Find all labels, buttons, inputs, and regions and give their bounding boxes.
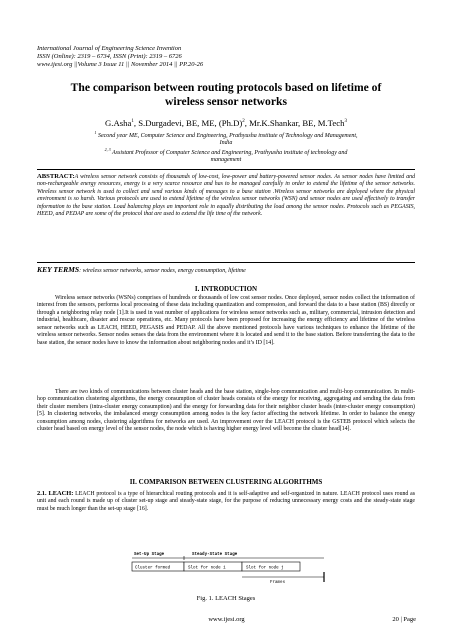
journal-name: International Journal of Engineering Science Invention (37, 45, 182, 52)
abstract-top-rule (37, 169, 415, 170)
leach-paragraph (37, 490, 415, 513)
journal-header (37, 45, 203, 70)
title-line-1: The comparison between routing protocols based on lifetime of (70, 81, 382, 94)
journal-issn: ISSN (Online): 2319 – 6734, ISSN (Print): 2319 – 6726 (37, 53, 182, 61)
section-heading-comparison: II. COMPARISON BETWEEN CLUSTERING ALGORITHMS (129, 478, 323, 486)
abstract (37, 173, 415, 219)
journal-volume: www.ijesi.org ||Volume 3 Issue 11 || November 2014 || PP.20-26 (37, 61, 204, 69)
slot-node-j-label: Slot for node j (246, 566, 284, 571)
author-3-sup: 3 (344, 119, 347, 124)
figure-caption: Fig. 1. LEACH Stages (196, 595, 256, 602)
abstract-label: ABSTRACT: (37, 173, 75, 180)
author-1: G.Asha (105, 117, 132, 128)
affiliation-2-sup: 2, 3 (104, 147, 111, 152)
steady-stage-label: Steady-State Stage (192, 553, 238, 557)
keywords (37, 265, 415, 274)
keywords-label: KEY TERMS (37, 265, 80, 274)
affiliation-1-line-1: Second year ME, Computer Science and Engineering, Prathyusha institute of Technology and Management, (97, 133, 358, 139)
affiliation-1 (37, 129, 415, 148)
leach-label: 2.1. LEACH: (37, 490, 74, 497)
author-list (37, 117, 415, 128)
affiliation-1-line-2: India (219, 140, 233, 147)
intro-paragraph-2: There are two kinds of communications between cluster heads and the base station, single-hop communication and multi-hop communication. In multi-hop communication clustering algorithms, the energy consumption of cluster heads consists of the energy for receiving, aggregating and sending the data from their cluster members (intra-cluster energy consumption) and the energy for forwarding data for their neighbor cluster heads (inter-cluster energy consumption)[5]. In clustering networks, the imbalanced energy consumption among nodes is the key factor affecting the network lifetime. In order to balance the energy consumption among nodes, clustering algorithms for networks are used. An improvement over the LEACH protocol is the GSTEB protocol which selects the cluster head based on energy level of the sensor nodes, the node which is having higher energy level will become the cluster head[14]. (37, 389, 415, 433)
author-2-sup: 2 (242, 119, 245, 124)
leach-text: LEACH protocol is a type of hierarchical routing protocols and it is self-adaptive and self-organized in nature. LEACH protocol uses round as unit and each round is made up of cluster set-up stage and steady-state stage, for the purpose of reducing unnecessary energy costs and the steady-state stage must be much longer than the set-up stage [16]. (37, 491, 415, 512)
affiliation-1-sup: 1 (94, 130, 97, 135)
title-line-2: wireless sensor networks (165, 94, 287, 108)
paper-title (37, 81, 415, 108)
intro-paragraph-1: Wireless sensor networks (WSNs) comprises of hundreds or thousands of low cost sensor nodes. Once deployed, sensor nodes collect the information of interest from the sensors, performs local processing of these data including quantization and compression, and forward the data to a base station (BS) directly or through a neighboring relay node [1].It is used in vast number of applications for wireless sensor networks such as, military, commercial, intrusion detection and industrial, healthcare, disaster and rescue operations, etc. Many protocols have been proposed for increasing the energy efficiency and lifetime of the wireless sensor networks such as LEACH, HEED, PEGASIS and PEDAP. All the above mentioned protocols have various techniques to enhance the lifetime of the wireless sensor networks. Sensor nodes senses the data from the environment where it is located and send it to the base station. Before transferring the data to the base station, the sensor nodes have to know the information about neighboring nodes and it’s ID [14]. (37, 295, 415, 346)
abstract-bottom-rule (37, 262, 415, 263)
frames-label: Frames (270, 581, 286, 585)
affiliation-2-line-1: Assistant Professor of Computer Science and Engineering, Prathyusha institute of technology and (111, 150, 348, 156)
abstract-text: A wireless sensor network consists of thousands of low-cost, low-power and battery-powered sensor nodes. As sensor nodes have limited and non-rechargeable energy resources, energy is a very scarce resource and has to be managed carefully in order to extend the lifetime of the sensor networks. Wireless sensor network is used to collect and send various kinds of messages to a base station .Wireless sensor networks are deployed where the physical environment is so harsh. Various protocols are used to extend lifetime of the wireless sensor networks (WSN) and sensor nodes are used effectively to transfer information to the base station. Load balancing plays an important role in equally distributing the load among the sensor nodes. Protocols such as PEGASIS, HEED, and PEDAP are some of the protocol that are used to extend the life time of the network. (37, 174, 415, 218)
keywords-text: : wireless sensor networks, sensor nodes, energy consumption, lifetime (79, 268, 246, 274)
footer-url: www.ijesi.org (208, 616, 245, 623)
section-heading-introduction: I. INTRODUCTION (194, 285, 258, 293)
author-2: , S.Durgadevi, BE, ME, (Ph.D) (133, 117, 243, 128)
cluster-formed-label: Cluster formed (135, 566, 171, 571)
author-3: , Mr.K.Shankar, BE, M.Tech (244, 117, 345, 128)
author-1-sup: 1 (131, 119, 134, 124)
leach-stages-figure (130, 548, 330, 590)
setup-stage-label: Set-Up Stage (134, 553, 165, 557)
affiliation-2 (37, 146, 415, 165)
affiliation-2-line-2: management (210, 157, 242, 164)
slot-node-i-label: Slot for node i (188, 566, 226, 571)
footer-page-number: 20 | Page (392, 616, 416, 623)
